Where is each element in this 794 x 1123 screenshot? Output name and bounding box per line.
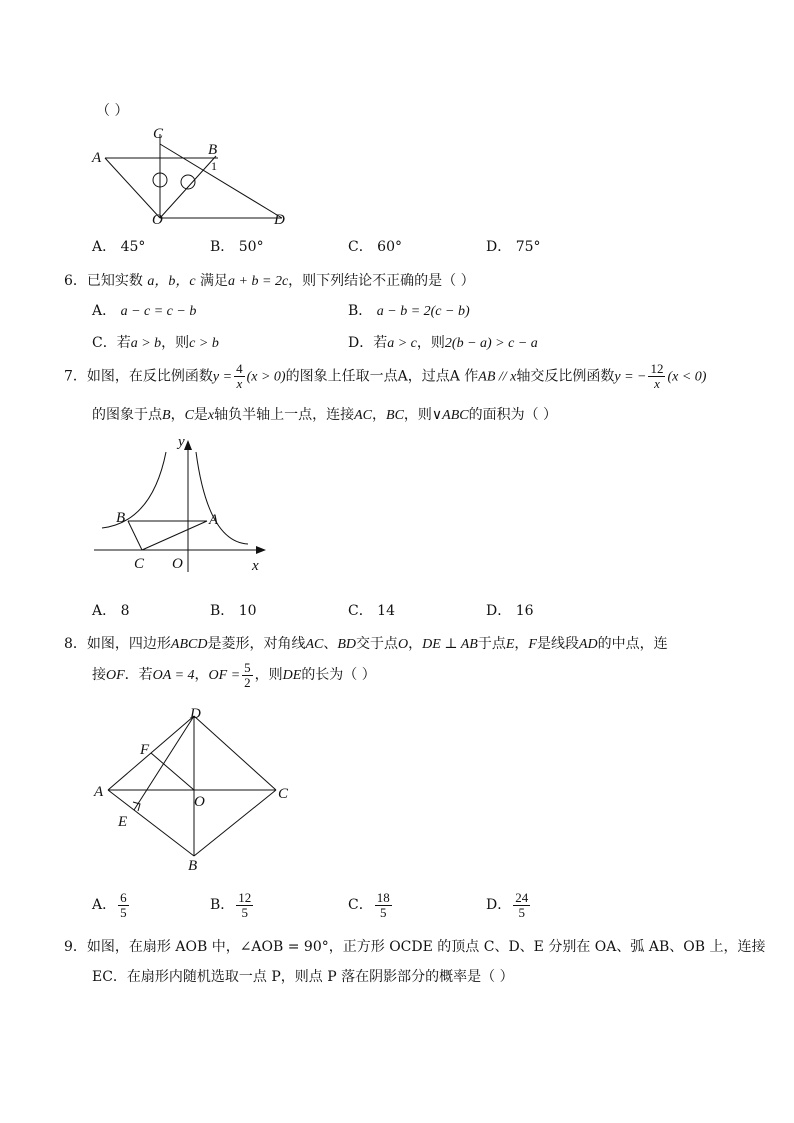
- q8-figure: [90, 706, 300, 876]
- q5-label-d: D: [274, 212, 285, 228]
- q7-label-o: O: [172, 556, 183, 572]
- q5-option-b: B． 50°: [210, 239, 264, 255]
- q6-option-a: A． a − c = c − b: [92, 303, 197, 319]
- q7-option-c: C． 14: [348, 603, 395, 619]
- q8-label-b: B: [188, 858, 198, 874]
- q8-label-d: D: [190, 706, 201, 722]
- q8-stem-line2: 接OF．若OA = 4，OF = $\frac{5}{2}$ ，则DE的长为（ ）: [92, 659, 376, 690]
- q8-option-b: B． $\frac{12}{5}$: [210, 889, 252, 920]
- q6-option-d: D．若a > c，则2(b − a) > c − a: [348, 335, 538, 351]
- q7-figure: [90, 432, 280, 578]
- q5-figure: [90, 120, 300, 230]
- q8-label-c: C: [278, 786, 289, 802]
- q8-option-d: D． $\frac{24}{5}$: [486, 889, 529, 920]
- q7-label-x: x: [252, 558, 259, 574]
- q7-option-a: A． 8: [92, 603, 130, 619]
- q8-label-f: F: [140, 742, 150, 758]
- q6-option-c: C．若a > b，则c > b: [92, 335, 219, 351]
- q5-label-a: A: [92, 150, 102, 166]
- q7-option-d: D． 16: [486, 603, 534, 619]
- q5-option-a: A． 45°: [92, 239, 146, 255]
- q7-label-b: B: [116, 510, 126, 526]
- q7-label-a: A: [209, 512, 219, 528]
- q7-stem-line1: 7．如图，在反比例函数y = $\frac{4}{x}$ (x > 0)的图象上任取一点A，过点A 作AB // x轴交反比例函数y = − $\frac{12}{x}$ (x < 0): [64, 361, 707, 391]
- q8-stem-line1: 8．如图，四边形ABCD是菱形，对角线AC、BD交于点O，DE ⊥ AB于点E，F是线段AD的中点，连: [64, 636, 668, 652]
- q8-label-o: O: [194, 794, 205, 810]
- q8-label-a: A: [94, 784, 104, 800]
- q5-option-c: C． 60°: [348, 239, 402, 255]
- q6-stem: 6．已知实数 a，b，c 满足a + b = 2c，则下列结论不正确的是（ ）: [64, 273, 475, 289]
- q7-stem-line2: 的图象于点B，C是x轴负半轴上一点，连接AC，BC，则∨ABC的面积为（ ）: [92, 407, 558, 423]
- q9-stem-line1: 9．如图，在扇形 AOB 中，∠AOB = 90°，正方形 OCDE 的顶点 C、D、E 分别在 OA、弧 AB、OB 上，连接: [64, 939, 766, 955]
- q6-option-b: B． a − b = 2(c − b): [348, 303, 470, 319]
- q5-label-b: B: [208, 142, 218, 158]
- q5-label-o: O: [152, 212, 163, 228]
- q8-option-a: A． $\frac{6}{5}$: [92, 889, 127, 920]
- q5-label-1: 1: [211, 159, 217, 173]
- q5-option-d: D． 75°: [486, 239, 541, 255]
- q8-option-c: C． $\frac{18}{5}$: [348, 889, 390, 920]
- q7-option-b: B． 10: [210, 603, 257, 619]
- q5-answer-blank: （ ）: [96, 103, 129, 119]
- q8-label-e: E: [118, 814, 128, 830]
- q9-stem-line2: EC．在扇形内随机选取一点 P，则点 P 落在阴影部分的概率是（ ）: [92, 969, 514, 985]
- q5-label-c: C: [153, 126, 164, 142]
- q7-label-c: C: [134, 556, 145, 572]
- q7-label-y: y: [178, 434, 185, 450]
